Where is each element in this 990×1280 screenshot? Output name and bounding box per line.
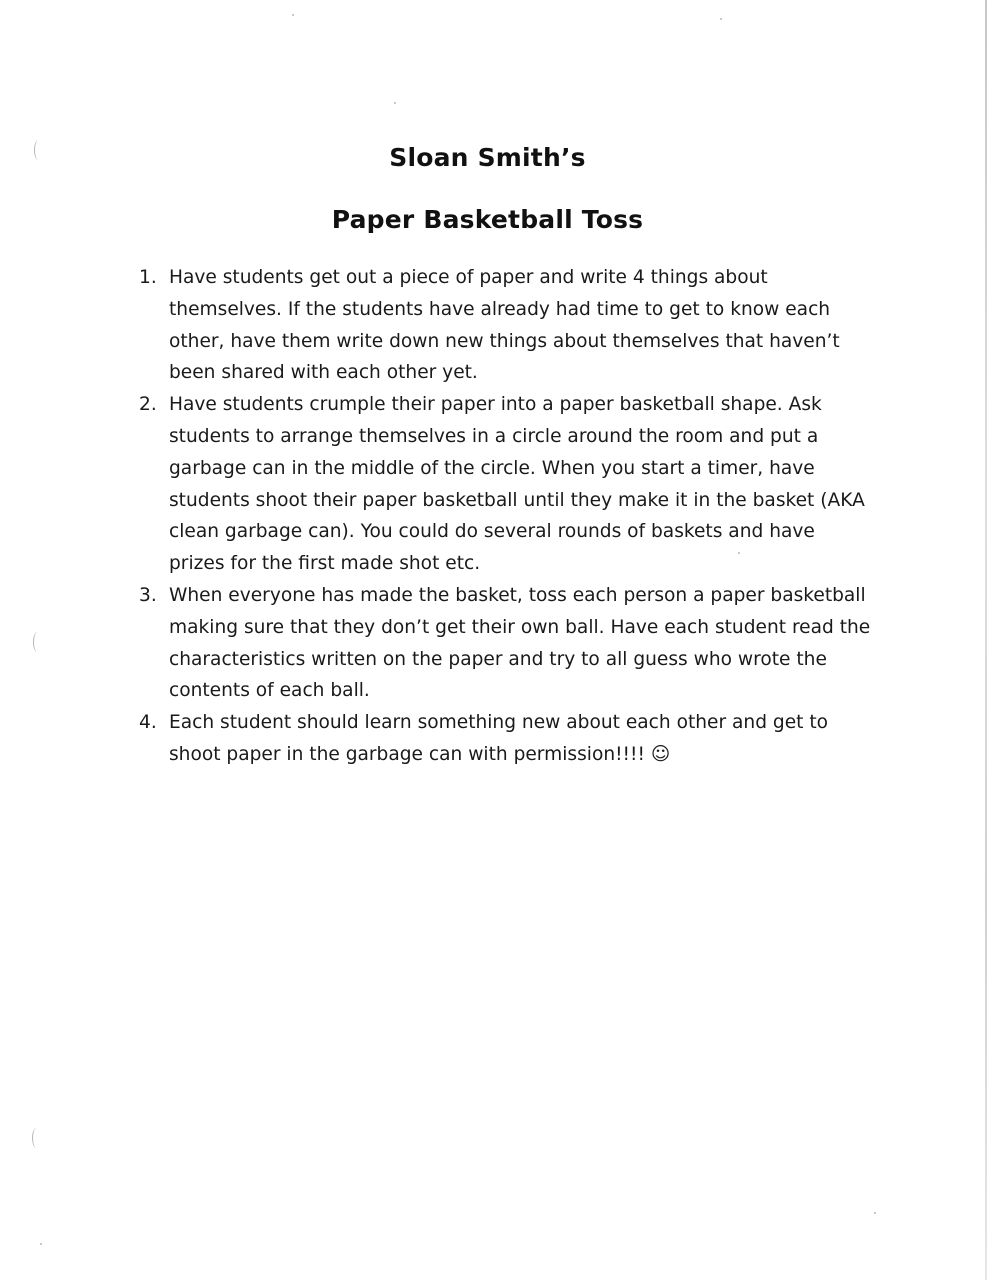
step-text: Each student should learn something new about each other and get to shoot paper in the garbage can with permission!!!! ☺ xyxy=(169,712,829,765)
scan-speck xyxy=(292,14,294,16)
scan-speck xyxy=(394,102,396,104)
scan-speck xyxy=(40,1243,42,1245)
step-text: Have students get out a piece of paper and write 4 things about themselves. If the students have already had time to get to know each other, have them write down new things about themselves that haven’t been shared with each other yet. xyxy=(169,267,840,384)
step-number: 3. xyxy=(139,584,157,606)
instruction-step xyxy=(134,262,874,389)
instruction-step xyxy=(134,707,874,771)
step-number: 4. xyxy=(139,712,157,734)
instruction-step xyxy=(134,389,874,580)
scan-speck xyxy=(720,18,722,20)
scan-speck xyxy=(874,1212,876,1214)
scan-mark-middle xyxy=(33,632,42,652)
document-title-author: Sloan Smith’s xyxy=(389,143,586,172)
step-text: When everyone has made the basket, toss each person a paper basketball making sure that they don’t get their own ball. Have each student read the characteristics written on the paper and try to all guess who wrote the contents of each ball. xyxy=(169,584,871,702)
scan-edge-line xyxy=(985,0,987,1280)
instruction-step xyxy=(134,580,874,707)
document-title-activity: Paper Basketball Toss xyxy=(331,205,644,234)
instruction-list xyxy=(134,262,874,771)
step-number: 1. xyxy=(139,267,157,288)
scan-mark-bottom xyxy=(32,1128,41,1148)
step-text: Have students crumple their paper into a paper basketball shape. Ask students to arrange themselves in a circle around the room and put a garbage can in the middle of the circle. When you start a timer, have students shoot their paper basketball until they make it in the basket (AKA clean garbage can). You could do several rounds of baskets and have prizes for the first made shot etc. xyxy=(169,394,865,575)
step-number: 2. xyxy=(139,394,157,416)
